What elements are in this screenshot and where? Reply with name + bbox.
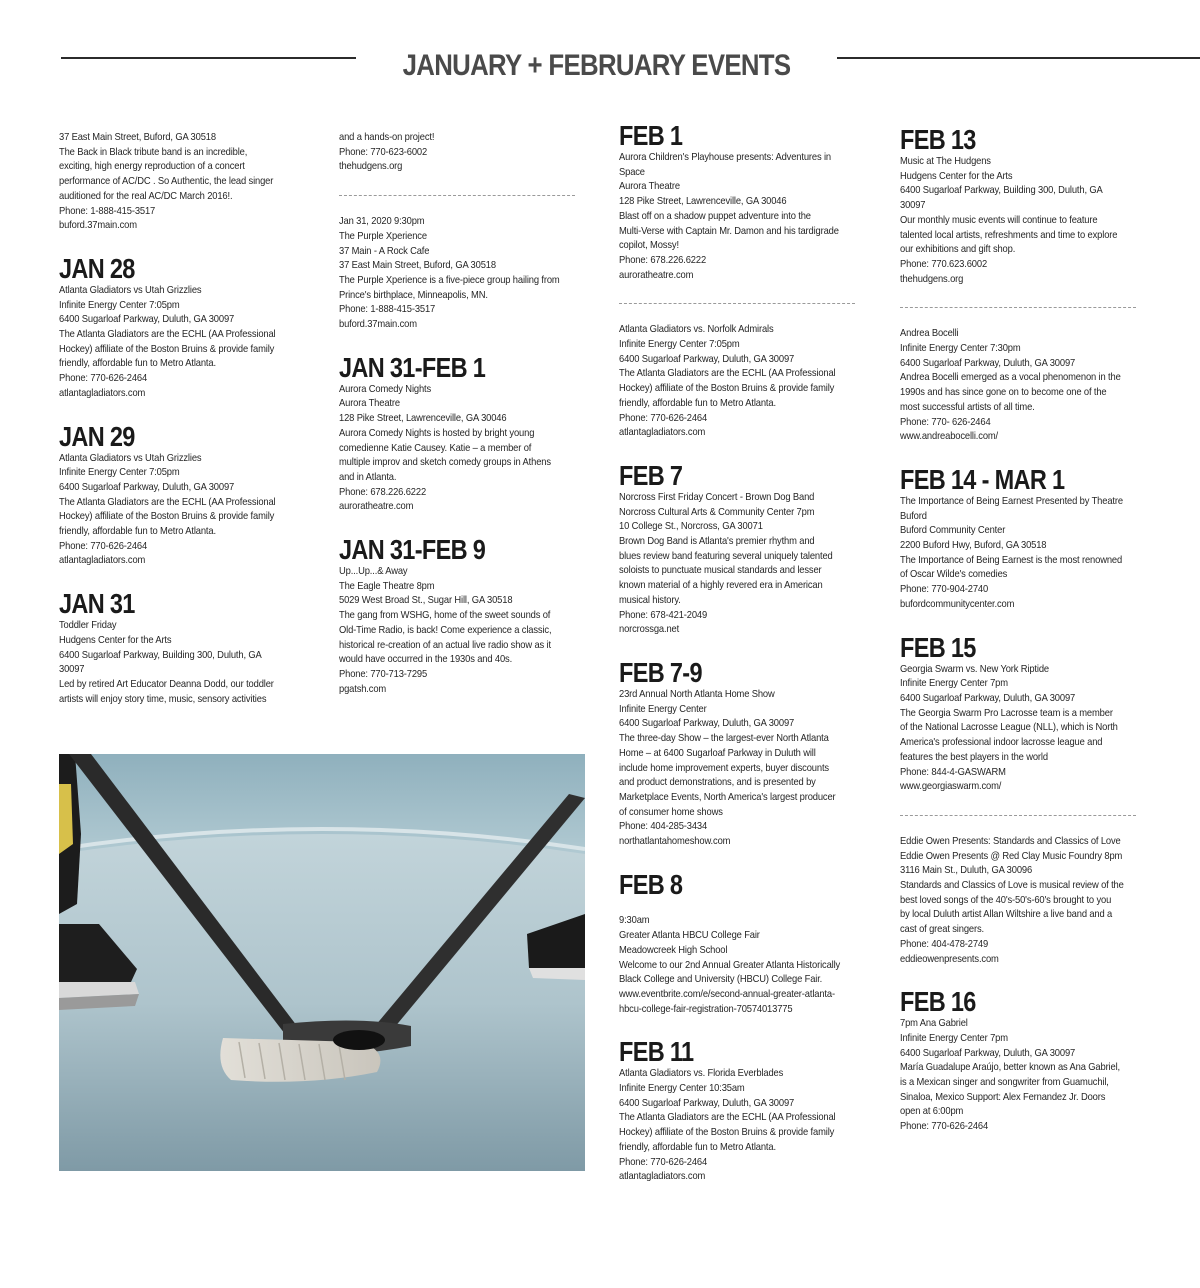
event-text-line: 6400 Sugarloaf Parkway, Duluth, GA 30097 bbox=[900, 357, 1076, 369]
event-text-line: blues review band featuring several uniquely talented bbox=[619, 550, 833, 562]
event-text-line: 23rd Annual North Atlanta Home Show bbox=[619, 688, 775, 700]
event-text-line: Our monthly music events will continue to feature bbox=[900, 214, 1098, 226]
event-text-line: Norcross First Friday Concert - Brown Dog Band bbox=[619, 491, 815, 503]
event-text-line: historical re-creation of an actual live radio show as it bbox=[339, 639, 551, 651]
event-date: FEB 1 bbox=[619, 120, 683, 151]
event-date: FEB 15 bbox=[900, 631, 976, 663]
event-text-line: most successful artists of all time. bbox=[900, 401, 1035, 413]
event-text-line: hbcu-college-fair-registration-70574013775 bbox=[619, 1003, 793, 1015]
event-date: JAN 31 bbox=[59, 588, 135, 620]
event-text-line: Meadowcreek High School bbox=[619, 944, 728, 956]
event-text-line: best loved songs of the 40's-50's-60's brought to you bbox=[900, 894, 1112, 906]
event-text-line: atlantagladiators.com bbox=[59, 555, 146, 567]
event-text-line: Greater Atlanta HBCU College Fair bbox=[619, 930, 760, 942]
event-entry bbox=[900, 633, 1150, 795]
event-entry bbox=[900, 125, 1150, 287]
event-text-line: Phone: 1-888-415-3517 bbox=[59, 205, 156, 217]
event-text-line: Aurora Children's Playhouse presents: Adventures in bbox=[619, 152, 832, 163]
event-entry bbox=[619, 658, 869, 850]
event-text-line: The Purple Xperience bbox=[339, 230, 427, 242]
event-date: JAN 31-FEB 1 bbox=[339, 351, 486, 383]
event-text-line: buford.37main.com bbox=[59, 220, 137, 232]
event-text-line: and product demonstrations, and is presented by bbox=[619, 777, 816, 789]
events-column-4 bbox=[900, 125, 1150, 1135]
event-text-line: thehudgens.org bbox=[900, 273, 964, 285]
event-text-line: Black College and University (HBCU) College Fair. bbox=[619, 974, 823, 986]
event-text-line: Phone: 770.623.6002 bbox=[900, 258, 988, 270]
event-text-line: María Guadalupe Araújo, better known as Ana Gabriel, bbox=[900, 1062, 1120, 1074]
event-text-line: Atlanta Gladiators vs Utah Grizzlies bbox=[59, 284, 202, 296]
event-text-line: 6400 Sugarloaf Parkway, Duluth, GA 30097 bbox=[900, 692, 1076, 704]
event-separator bbox=[900, 815, 1136, 816]
event-text-line: northatlantahomeshow.com bbox=[619, 836, 731, 848]
event-text-line: pgatsh.com bbox=[339, 683, 387, 695]
event-text-line: Hockey) affiliate of the Boston Bruins & provide family bbox=[619, 1127, 835, 1139]
event-text-line: include home improvement experts, buyer discounts bbox=[619, 762, 829, 774]
event-text-line: Phone: 770-626-2464 bbox=[619, 412, 708, 424]
event-text-line: Phone: 770-626-2464 bbox=[59, 373, 148, 385]
event-text-line: auroratheatre.com bbox=[339, 501, 414, 513]
events-column-2 bbox=[339, 131, 589, 697]
event-text-line: open at 6:00pm bbox=[900, 1106, 964, 1118]
event-text-line: thehudgens.org bbox=[339, 161, 403, 173]
event-text-line: The gang from WSHG, home of the sweet sounds of bbox=[339, 610, 551, 622]
event-entry bbox=[619, 461, 869, 638]
event-text-line: Phone: 770-626-2464 bbox=[619, 1156, 708, 1168]
event-text-line: Atlanta Gladiators vs Utah Grizzlies bbox=[59, 452, 202, 464]
event-text-line: and in Atlanta. bbox=[339, 471, 397, 483]
event-entry bbox=[900, 835, 1150, 967]
event-text-line: 2200 Buford Hwy, Buford, GA 30518 bbox=[900, 540, 1047, 552]
event-text-line: 10 College St., Norcross, GA 30071 bbox=[619, 521, 763, 533]
event-text-line: Andrea Bocelli bbox=[900, 328, 959, 340]
event-text-line: of Oscar Wilde's comedies bbox=[900, 569, 1008, 581]
event-text-line: Eddie Owen Presents @ Red Clay Music Foundry 8pm bbox=[900, 850, 1123, 862]
event-text-line: Hockey) affiliate of the Boston Bruins & provide family bbox=[59, 343, 275, 355]
event-text-line: 30097 bbox=[59, 664, 85, 676]
event-text-line: www.andreabocelli.com/ bbox=[900, 431, 999, 443]
event-text-line: 30097 bbox=[900, 200, 926, 212]
event-text-line: friendly, affordable fun to Metro Atlanta. bbox=[59, 358, 216, 370]
event-text-line: 6400 Sugarloaf Parkway, Building 300, Duluth, GA bbox=[900, 185, 1103, 197]
event-text-line: Phone: 1-888-415-3517 bbox=[339, 304, 436, 316]
event-text-line: Aurora Theatre bbox=[339, 398, 400, 410]
event-text-line: Phone: 770-626-2464 bbox=[900, 1121, 989, 1133]
event-text-line: atlantagladiators.com bbox=[619, 427, 706, 439]
event-text-line: of the National Lacrosse League (NLL), which is North bbox=[900, 722, 1118, 734]
event-text-line: The Atlanta Gladiators are the ECHL (AA Professional bbox=[59, 496, 276, 508]
header-rule-left bbox=[61, 57, 356, 59]
event-text-line: 7pm Ana Gabriel bbox=[900, 1018, 968, 1030]
event-text-line: The Purple Xperience is a five-piece group hailing from bbox=[339, 274, 560, 286]
event-text-line: Aurora Comedy Nights bbox=[339, 383, 432, 395]
event-text-line: Phone: 404-478-2749 bbox=[900, 938, 989, 950]
header-rule-right bbox=[837, 57, 1200, 59]
event-text-line bbox=[619, 900, 849, 915]
event-text-line: atlantagladiators.com bbox=[619, 1171, 706, 1183]
event-text-line: Hudgens Center for the Arts bbox=[59, 634, 172, 646]
event-text-line: Andrea Bocelli emerged as a vocal phenomenon in the bbox=[900, 372, 1121, 384]
event-text-line: 128 Pike Street, Lawrenceville, GA 30046 bbox=[339, 413, 507, 425]
event-text-line: Eddie Owen Presents: Standards and Classics of Love bbox=[900, 835, 1121, 847]
event-text-line: Infinite Energy Center 7pm bbox=[900, 1032, 1008, 1044]
event-text-line: friendly, affordable fun to Metro Atlanta. bbox=[619, 397, 776, 409]
event-text-line: 6400 Sugarloaf Parkway, Duluth, GA 30097 bbox=[59, 314, 235, 326]
event-text-line: features the best players in the world bbox=[900, 751, 1048, 763]
event-text-line: Infinite Energy Center 7:30pm bbox=[900, 343, 1021, 355]
event-text-line: The Importance of Being Earnest is the most renowned bbox=[900, 554, 1123, 566]
event-entry bbox=[900, 327, 1150, 445]
event-text-line: 37 Main - A Rock Cafe bbox=[339, 245, 430, 257]
event-date: JAN 28 bbox=[59, 252, 135, 284]
event-text-line: Space bbox=[619, 166, 645, 178]
event-date: FEB 16 bbox=[900, 986, 976, 1018]
event-text-line: 6400 Sugarloaf Parkway, Duluth, GA 30097 bbox=[619, 353, 795, 365]
event-text-line: and a hands-on project! bbox=[339, 132, 435, 143]
hockey-illustration bbox=[59, 754, 585, 1171]
event-text-line: artists will enjoy story time, music, sensory activities bbox=[59, 693, 267, 705]
event-text-line: Infinite Energy Center 7:05pm bbox=[59, 467, 180, 479]
event-text-line: The Back in Black tribute band is an incredible, bbox=[59, 146, 248, 158]
event-text-line: Buford bbox=[900, 510, 927, 522]
event-text-line: 5029 West Broad St., Sugar Hill, GA 30518 bbox=[339, 595, 513, 607]
event-text-line: www.eventbrite.com/e/second-annual-greater-atlanta- bbox=[619, 988, 835, 1000]
event-text-line: Infinite Energy Center bbox=[619, 703, 707, 715]
event-text-line: norcrossga.net bbox=[619, 624, 680, 636]
event-text-line: Infinite Energy Center 10:35am bbox=[619, 1083, 745, 1095]
event-text-line: 9:30am bbox=[619, 915, 650, 927]
event-text-line: Phone: 404-285-3434 bbox=[619, 821, 708, 833]
event-text-line: Multi-Verse with Captain Mr. Damon and his tardigrade bbox=[619, 225, 839, 237]
event-entry bbox=[619, 1037, 869, 1185]
event-text-line: Atlanta Gladiators vs. Florida Everblades bbox=[619, 1068, 784, 1080]
event-entry bbox=[900, 465, 1150, 613]
event-text-line: is a Mexican singer and songwriter from Guamuchil, bbox=[900, 1077, 1109, 1089]
event-text-line: Music at The Hudgens bbox=[900, 156, 991, 167]
event-date: FEB 14 - MAR 1 bbox=[900, 463, 1065, 495]
event-date: FEB 13 bbox=[900, 124, 976, 155]
event-text-line: Standards and Classics of Love is musical review of the bbox=[900, 880, 1124, 892]
event-entry bbox=[619, 323, 869, 441]
event-entry bbox=[339, 215, 589, 333]
event-text-line: comedienne Katie Causey. Katie – a member of bbox=[339, 442, 532, 454]
event-date: FEB 7-9 bbox=[619, 656, 702, 688]
event-text-line: Infinite Energy Center 7:05pm bbox=[619, 339, 740, 351]
event-text-line: Norcross Cultural Arts & Community Center 7pm bbox=[619, 506, 815, 518]
event-text-line: Old-Time Radio, is back! Come experience a classic, bbox=[339, 624, 552, 636]
event-text-line: 6400 Sugarloaf Parkway, Duluth, GA 30097 bbox=[900, 1047, 1076, 1059]
event-entry bbox=[339, 353, 589, 515]
event-text-line: Phone: 678-421-2049 bbox=[619, 609, 708, 621]
event-entry bbox=[339, 535, 589, 697]
event-text-line: The Atlanta Gladiators are the ECHL (AA Professional bbox=[619, 1112, 836, 1124]
event-text-line: The Atlanta Gladiators are the ECHL (AA Professional bbox=[59, 329, 276, 341]
event-text-line: Phone: 770- 626-2464 bbox=[900, 416, 991, 428]
event-text-line: atlantagladiators.com bbox=[59, 387, 146, 399]
event-date: JAN 29 bbox=[59, 420, 135, 452]
event-text-line: Phone: 844-4-GASWARM bbox=[900, 766, 1006, 778]
event-text-line: Aurora Theatre bbox=[619, 181, 680, 193]
event-text-line: of consumer home shows bbox=[619, 806, 723, 818]
event-text-line: Phone: 770-713-7295 bbox=[339, 668, 428, 680]
event-entry bbox=[619, 121, 869, 283]
event-text-line: 1990s and has since gone on to become one of the bbox=[900, 387, 1107, 399]
event-date: FEB 11 bbox=[619, 1036, 694, 1068]
event-text-line: 6400 Sugarloaf Parkway, Building 300, Duluth, GA bbox=[59, 649, 262, 661]
event-text-line: Infinite Energy Center 7:05pm bbox=[59, 299, 180, 311]
event-text-line: The three-day Show – the largest-ever North Atlanta bbox=[619, 733, 829, 745]
event-text-line: friendly, affordable fun to Metro Atlanta. bbox=[59, 526, 216, 538]
event-separator bbox=[900, 307, 1136, 308]
event-entry bbox=[59, 422, 309, 570]
hockey-photo bbox=[59, 754, 585, 1171]
event-text-line: The Eagle Theatre 8pm bbox=[339, 580, 435, 592]
event-text-line: Phone: 678.226.6222 bbox=[339, 486, 427, 498]
event-date: FEB 8 bbox=[619, 868, 683, 900]
event-text-line: bufordcommunitycenter.com bbox=[900, 598, 1015, 610]
event-text-line: Buford Community Center bbox=[900, 525, 1006, 537]
events-column-3 bbox=[619, 121, 869, 1185]
event-text-line: 128 Pike Street, Lawrenceville, GA 30046 bbox=[619, 196, 787, 208]
event-text-line: America's professional indoor lacrosse league and bbox=[900, 737, 1103, 749]
event-text-line: buford.37main.com bbox=[339, 319, 417, 331]
event-text-line: would have occurred in the 1930s and 40s. bbox=[339, 654, 513, 666]
events-column-1 bbox=[59, 131, 309, 707]
event-text-line: eddieowenpresents.com bbox=[900, 953, 999, 965]
event-text-line: The Georgia Swarm Pro Lacrosse team is a member bbox=[900, 707, 1113, 719]
event-text-line: Phone: 770-626-2464 bbox=[59, 540, 148, 552]
event-text-line: The Atlanta Gladiators are the ECHL (AA Professional bbox=[619, 368, 836, 380]
event-text-line: Aurora Comedy Nights is hosted by bright young bbox=[339, 427, 535, 439]
event-text-line: our exhibitions and gift shop. bbox=[900, 244, 1016, 256]
event-text-line: Prince's birthplace, Minneapolis, MN. bbox=[339, 289, 488, 301]
page-title: JANUARY + FEBRUARY EVENTS bbox=[402, 49, 791, 82]
event-text-line: known material of a highly revered era in American bbox=[619, 580, 823, 592]
event-text-line: musical history. bbox=[619, 594, 681, 606]
event-text-line: performance of AC/DC . So Authentic, the lead singer bbox=[59, 176, 274, 188]
event-text-line: Hudgens Center for the Arts bbox=[900, 170, 1013, 182]
event-text-line: by local Duluth artist Allan Wiltshire a live band and a bbox=[900, 909, 1113, 921]
event-entry bbox=[900, 987, 1150, 1135]
event-text-line: Phone: 770-623-6002 bbox=[339, 146, 428, 158]
event-text-line: 37 East Main Street, Buford, GA 30518 bbox=[339, 260, 496, 272]
page-header bbox=[0, 0, 1200, 110]
event-text-line: auroratheatre.com bbox=[619, 269, 694, 281]
event-date: FEB 7 bbox=[619, 459, 683, 491]
event-text-line: www.georgiaswarm.com/ bbox=[900, 781, 1002, 793]
event-text-line: 6400 Sugarloaf Parkway, Duluth, GA 30097 bbox=[619, 718, 795, 730]
event-text-line: auditioned for the real AC/DC March 2016!. bbox=[59, 190, 233, 202]
event-text-line: Blast off on a shadow puppet adventure into the bbox=[619, 210, 811, 222]
event-text-line: friendly, affordable fun to Metro Atlanta. bbox=[619, 1141, 776, 1153]
event-text-line: The Importance of Being Earnest Presented by Theatre bbox=[900, 495, 1123, 507]
event-text-line: Marketplace Events, North America's largest producer bbox=[619, 791, 836, 803]
event-text-line: copilot, Mossy! bbox=[619, 240, 679, 252]
event-entry bbox=[339, 131, 589, 175]
event-text-line: Jan 31, 2020 9:30pm bbox=[339, 216, 425, 228]
event-text-line: Led by retired Art Educator Deanna Dodd, our toddler bbox=[59, 678, 274, 690]
event-date: JAN 31-FEB 9 bbox=[339, 534, 486, 566]
event-text-line: Phone: 770-904-2740 bbox=[900, 584, 989, 596]
event-text-line: Hockey) affiliate of the Boston Bruins & provide family bbox=[59, 511, 275, 523]
event-separator bbox=[619, 303, 855, 304]
event-text-line: 3116 Main St., Duluth, GA 30096 bbox=[900, 865, 1033, 877]
event-text-line: multiple improv and sketch comedy groups in Athens bbox=[339, 457, 551, 469]
event-text-line: 37 East Main Street, Buford, GA 30518 bbox=[59, 132, 216, 143]
event-text-line: Infinite Energy Center 7pm bbox=[900, 678, 1008, 690]
event-text-line: Welcome to our 2nd Annual Greater Atlanta Historically bbox=[619, 959, 841, 971]
event-text-line: soloists to punctuate musical standards and lesser bbox=[619, 565, 822, 577]
event-text-line: Phone: 678.226.6222 bbox=[619, 254, 707, 266]
event-text-line: exciting, high energy reproduction of a concert bbox=[59, 161, 245, 173]
event-text-line: Sinaloa, Mexico Support: Alex Fernandez Jr. Doors bbox=[900, 1091, 1106, 1103]
event-text-line: 6400 Sugarloaf Parkway, Duluth, GA 30097 bbox=[59, 481, 235, 493]
event-text-line: Toddler Friday bbox=[59, 620, 117, 632]
event-entry bbox=[59, 131, 309, 234]
event-text-line: Up...Up...& Away bbox=[339, 566, 408, 578]
event-entry bbox=[59, 589, 309, 707]
event-entry bbox=[619, 870, 869, 1018]
event-text-line: talented local artists, refreshments and time to explore bbox=[900, 229, 1118, 241]
event-text-line: Home – at 6400 Sugarloaf Parkway in Duluth will bbox=[619, 747, 816, 759]
event-entry bbox=[59, 254, 309, 402]
event-text-line: Brown Dog Band is Atlanta's premier rhythm and bbox=[619, 536, 815, 548]
event-text-line: Hockey) affiliate of the Boston Bruins & provide family bbox=[619, 383, 835, 395]
event-text-line: cast of great singers. bbox=[900, 924, 984, 936]
event-text-line: Atlanta Gladiators vs. Norfolk Admirals bbox=[619, 324, 774, 336]
event-text-line: Georgia Swarm vs. New York Riptide bbox=[900, 663, 1049, 675]
event-text-line: 6400 Sugarloaf Parkway, Duluth, GA 30097 bbox=[619, 1097, 795, 1109]
event-separator bbox=[339, 195, 575, 196]
